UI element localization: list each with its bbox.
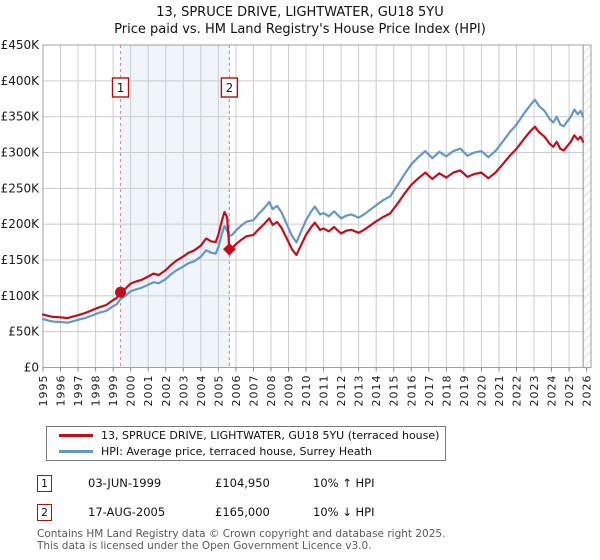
x-axis-tick-label: 2013 [352, 374, 366, 407]
x-axis-tick-label: 2016 [405, 374, 419, 407]
transaction-row [0, 475, 600, 493]
footer-line-2: This data is licensed under the Open Government Licence v3.0. [37, 539, 372, 552]
x-axis-tick-label: 2001 [142, 374, 156, 407]
x-axis-tick-label: 2019 [457, 374, 471, 407]
footer-line-1: Contains HM Land Registry data © Crown copyright and database right 2025. [37, 528, 446, 540]
x-axis-tick-label: 2021 [492, 374, 506, 407]
transaction-number-badge: 2 [37, 504, 52, 521]
x-axis-tick-label: 2003 [177, 374, 191, 407]
x-axis-tick-label: 2023 [528, 374, 542, 407]
sale-number-flag-label: 2 [225, 81, 234, 95]
x-axis-tick-label: 2022 [510, 374, 524, 407]
x-axis-tick-label: 2009 [282, 374, 296, 407]
y-axis-tick-label: £200K [0, 217, 39, 232]
license-footer [37, 529, 445, 552]
future-hatch-region [583, 45, 591, 368]
y-axis-tick-label: £150K [0, 253, 39, 267]
ownership-shaded-span [121, 45, 230, 368]
legend-item-property [47, 429, 445, 442]
hpi-line-swatch [59, 450, 93, 453]
x-axis-tick-label: 2005 [212, 374, 226, 407]
chart-legend [46, 426, 446, 461]
transaction-date: 17-AUG-2005 [88, 505, 166, 519]
legend-item-hpi [47, 445, 445, 458]
transaction-price: £165,000 [215, 505, 270, 519]
x-axis-tick-label: 2017 [422, 374, 436, 407]
y-axis-tick-label: £450K [0, 38, 39, 52]
sale-marker-circle [115, 287, 126, 298]
y-axis-tick-label: £400K [0, 73, 39, 88]
x-axis-tick-label: 2012 [335, 374, 349, 407]
property-line-swatch [59, 434, 93, 437]
transaction-date: 03-JUN-1999 [88, 476, 162, 490]
x-axis-tick-label: 2010 [300, 374, 314, 407]
x-axis-tick-label: 2000 [124, 374, 138, 407]
x-axis-tick-label: 2025 [563, 374, 577, 407]
x-axis-tick-label: 2024 [545, 374, 559, 407]
x-axis-tick-label: 1999 [107, 374, 121, 407]
x-axis-tick-label: 1995 [37, 374, 50, 407]
x-axis-tick-label: 2015 [387, 374, 401, 407]
x-axis-tick-label: 2006 [229, 374, 243, 407]
y-axis-tick-label: £350K [0, 109, 39, 124]
x-axis-tick-label: 2018 [440, 374, 454, 407]
x-axis-tick-label: 2011 [317, 374, 331, 407]
x-axis-tick-label: 1998 [89, 374, 103, 407]
y-axis-tick-label: £100K [0, 288, 39, 303]
x-axis-tick-label: 2008 [264, 374, 278, 407]
x-axis-tick-label: 1996 [54, 374, 68, 407]
x-axis-tick-label: 2020 [475, 374, 489, 407]
page-subtitle: Price paid vs. HM Land Registry's House Price Index (HPI) [114, 22, 486, 37]
x-axis-tick-label: 1997 [72, 374, 86, 407]
transaction-row [0, 504, 600, 522]
legend-label-hpi: HPI: Average price, terraced house, Surrey Heath [101, 445, 372, 458]
legend-label-property: 13, SPRUCE DRIVE, LIGHTWATER, GU18 5YU (terraced house) [101, 429, 440, 442]
transaction-hpi-delta: 10% ↑ HPI [313, 476, 375, 490]
page-title: 13, SPRUCE DRIVE, LIGHTWATER, GU18 5YU [156, 5, 444, 20]
x-axis-tick-label: 2002 [159, 374, 173, 407]
y-axis-tick-label: £300K [0, 145, 39, 160]
x-axis-tick-label: 2004 [194, 374, 208, 407]
transaction-price: £104,950 [215, 476, 270, 490]
y-axis-tick-label: £250K [0, 181, 39, 196]
y-axis-tick-label: £50K [8, 324, 39, 339]
x-axis-tick-label: 2014 [370, 374, 384, 407]
transaction-hpi-delta: 10% ↓ HPI [313, 505, 375, 519]
y-axis-tick-label: £0 [23, 360, 39, 375]
x-axis-tick-label: 2026 [580, 374, 594, 407]
transaction-number-badge: 1 [37, 475, 52, 492]
x-axis-tick-label: 2007 [247, 374, 261, 407]
sale-number-flag-label: 1 [116, 81, 125, 95]
